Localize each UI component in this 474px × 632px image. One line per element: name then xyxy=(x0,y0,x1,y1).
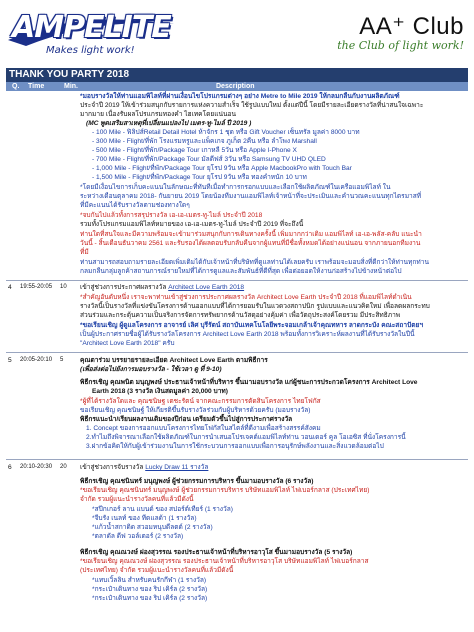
logo-wordmark: AMPELITE xyxy=(12,10,171,45)
col-q: Q. xyxy=(12,83,20,90)
row-text: ส่วนร่วมและกระตุ้นความเป็นจริงการจัดการทรัพยากรด้านวัสดุอย่างคุ้มค่า เพื่อวัตถุประสงค์โดยรวม มีประสิทธิภาพ xyxy=(80,312,401,319)
row-divider xyxy=(6,459,468,460)
row-text: พิธีกรแนะนำ/เรียนผลงานเดิมของปีก่อน เตรียมตัวขึ้นไปสู่การประกาศรางวัล xyxy=(80,416,293,423)
prize-item: *แก้วน้ำสกาดิด สวอมหนุบดีลตต์ (2 รางวัล) xyxy=(92,524,213,531)
row-text: (ประเทศไทย) จำกัด รวมผู้แนะนำรางวัลคนที่แล้วมีดังนี้ xyxy=(80,567,234,574)
prize-tier: - 700 Mile - Flight/ที่พัก/Package Tour มัลดีฟส์ 3วัน หรือ Samsung TV UHD QLED xyxy=(92,156,326,163)
row-text: (MC พูดเสริมสาเหตุที่เปลี่ยนแปลงไป เมตร-ทู-ไมล์ ปี 2019 ) xyxy=(86,120,252,127)
row-heading: คุณตาร่วม บรรยายรายละเอียด Architect Love Earth ตามพิธีการ xyxy=(80,357,268,364)
row-divider xyxy=(6,352,468,353)
row-text: พิธีกรเชิญ คุณพนิต มนุญพงษ์ ประธานเจ้าหน้าที่บริหาร ขึ้นมามอบรางวัล แก่ผู้ชนะการประกวดโครงการ Architect Love xyxy=(80,379,418,386)
row-text: รางวัลนี้เป็นรางวัลที่แข่งขันโครงการด้านออกแบบที่ได้การยอมรับในแวดวงสถาปนิก รูปแบบและแนวคิดใหม่ เพื่อลดผลกระทบ xyxy=(80,303,430,310)
row-text: 1. Concept ของการออกแบบโครงการไทยโฟกัสในสไตล์ที่ดีงามเพื่อสร้างสรรค์สังคม xyxy=(86,425,321,432)
row-time: 19:55-20:05 xyxy=(20,284,53,290)
row-text: ที่มี xyxy=(80,249,89,256)
row-heading xyxy=(80,283,244,292)
row-heading xyxy=(80,463,208,472)
row-divider xyxy=(6,280,468,281)
prize-item: *สปีกเกอร์ ลาน แบนด์ ของ สปอร์ต์เทียร์ (1 รางวัล) xyxy=(92,506,233,513)
row-text: 3.ฝากข้อคิดให้กับผู้เข้าร่วมงานในการใช้กระบวนการออกแบบเพื่อการอนุรักษ์พลังงานและสิ่งแวดล้อมต่อไป xyxy=(86,443,384,450)
col-min: Min. xyxy=(64,83,78,90)
club-subtitle: the Club of light work! xyxy=(337,39,464,52)
row-subheading: (เพื่อส่งต่อไปยังการมอบรางวัล - ใช้เวลา ดู ที่ 9-10) xyxy=(80,366,222,373)
row-text: 2.ทำไมถึงพิจารณาเลือกใช้ผลิตภัณฑ์ในการนำเสนอโปรเจคต์แอมพิไลท์ท่าน วอนเดอร์ คูล โอเอซิส ที่นั่งโครงการนี้ xyxy=(86,434,406,441)
row-text: เป็นผู้ประกาศรายชื่อผู้ได้รับรางวัลโครงการ Architect Love Earth 2018 พร้อมทั้งการวิเคราะห์ผลงานที่ได้รับรางวัลในปีนี้ xyxy=(80,331,415,338)
row-text: รวมทั้งโปรแกรมแอมพิไลท์หมายของ เอ-เอ-เมตร-ทู-ไมล์ ประจำปี 2019 ที่จะถึงนี้ xyxy=(80,221,304,228)
row-text: *ขอเรียนเชิญ ผู้ดูแลโครงการ อาจารย์ เลิศ บุรีรัตน์ สถาบันเทคโนโลยีพระจอมเกล้าเจ้าคุณทหาร ลาดกระบัง คณะสถาปัตยฯ xyxy=(80,322,424,329)
col-time: Time xyxy=(28,83,45,90)
row-text: วันนี้ - สิ้นเดือนธันวาคม 2561 และรับรองได้ผลตอบรับกลับคืนจากผู้แทนที่มีชื่อทั้งหมดได้อย่างแน่นอน จากภายนอกทีมงาน xyxy=(80,240,421,247)
prize-item: *กระเป๋าเดินทาง ของ ริป เคิร์ล (2 รางวัล) xyxy=(92,595,208,602)
row-text: *โดยมีเงื่อนไขการเก็บคะแนนในลักษณะที่ทันทีเมื่อทำการกรอกแบบและเลือกใช้ผลิตภัณฑ์ในเครือแอมพิไลท์ ใน xyxy=(80,184,391,191)
row-text: ขอเรียนเชิญ คุณชนิษฐ์ ให้เกียรติขึ้นรับรางวัลร่วมกับผู้บริหารด้วยครับ (มอบรางวัล) xyxy=(80,407,311,414)
row-text: *ขอเรียนเชิญ คุณชนินทร์ มนุญพงษ์ ผู้ช่วยกรรมการบริหาร บริษัทแอมพิไลท์ ไฟเบอร์กลาส (ประเทศไทย) xyxy=(80,487,370,494)
row-number: 5 xyxy=(8,357,12,364)
row-minutes: 10 xyxy=(60,284,67,290)
ampelite-logo xyxy=(12,10,170,60)
column-header-row xyxy=(6,82,468,91)
row-number: 4 xyxy=(8,284,12,291)
col-description: Description xyxy=(216,83,255,90)
prize-tier: - 500 Mile - Flight/ที่พัก/Package Tour เกาหลี 5วัน หรือ Apple I-Phone X xyxy=(92,147,297,154)
row-minutes: 5 xyxy=(60,357,64,363)
prize-item: *แทบเวิ้ลลิน สำหรับคนรักกีฬา (1 รางวัล) xyxy=(92,577,207,584)
row-text: ประจำปี 2019 ให้เข้าร่วมสนุกกับรายการแห่งความสำเร็จ ใช้รูปแบบใหม่ ตั้งแต่ปีนี้ โดยมีรายละเอียดรางวัลที่น่าสนใจเฉพาะ xyxy=(80,102,424,109)
row-heading-text: เข้าสู่ช่วงการจับรางวัล xyxy=(80,464,146,471)
row-text: ท่านสามารถสอบถามรายละเอียดเพิ่มเติมได้กับเจ้าหน้าที่บริษัทที่ดูแลท่านได้เลยครับ เราพร้อมจะมอบสิ่งที่ดีกว่าให้ท่านทุกท่าน xyxy=(80,259,429,266)
row-heading-text: เข้าสู่ช่วงการประกาศผลรางวัล xyxy=(80,284,169,291)
prize-tier: - 300 Mile - Flight/ที่พัก โรงแรมหรูและแพ็คเกจ ภูเก็ต 2คืน หรือ ลำโพง Marshall xyxy=(92,138,317,145)
agenda-title: THANK YOU PARTY 2018 xyxy=(6,68,468,82)
prize-tier: - 100 Mile - ฟิลิปส์Retail Detail Hotel ห้าจักร 1 ชุด หรือ Gift Voucher เซ็นทรัล มูลค่า 8000 บาท xyxy=(92,129,360,136)
row-text: ท่านใดที่สนใจและมีความพร้อมจะเข้ามาร่วมสนุกกับการเดินทางครั้งนี้ เพิ่มมากกว่าเดิม แอมพิไลท์ เอ-เอ-พลัส-คลับ แนะนำ xyxy=(80,231,422,238)
aa-club-logo xyxy=(304,12,464,52)
document-header xyxy=(0,0,474,68)
row-text: กลมกลืนกลุ่มลูกค้าสถานการณ์รายใหม่ที่ได้การดูแลและสัมพันธ์ที่ดีที่สุด เพื่อต่อยอดให้งานก่อสร้างไปข้างหน้าต่อไป xyxy=(80,268,402,275)
row-text: *สำคัญอันดับหนึ่ง เราจะพาท่านเข้าสู่ช่วงการประกาศผลรางวัล Architect Love Earth ประจำปี 2018 ที่แอมพิไลท์ดำเนิน xyxy=(80,294,412,301)
row-time: 20:10-20:30 xyxy=(20,464,53,470)
prize-item: *ตลาดัล ดีฟ วอล์เตอร์ (2 รางวัล) xyxy=(92,533,184,540)
row-time: 20:05-20:10 xyxy=(20,357,53,363)
row-text: มากมาย เนื่องรับผลโปรแกรมทองคำ ไฮเทคโดยแน่นอน xyxy=(80,111,236,118)
club-title: AA⁺ Club xyxy=(359,13,464,40)
prize-item: *กระเป๋าเดินทาง ของ ริป เคิร์ล (2 รางวัล) xyxy=(92,586,208,593)
prize-tier: - 1,500 Mile - Flight/ที่พัก/Package Tour ยุโรป 9วัน หรือ ทองคำหนัก 10 บาท xyxy=(92,174,307,181)
row-text: *มอบรางวัลให้ท่านแอมพิไลท์ที่ผ่านเงื่อนไขโปรแกรมต่างๆ อย่าง Metre to Mile 2019 ให้กลมกลืนกับงานผลิตภัณฑ์ xyxy=(80,93,400,100)
row-text: พิธีกรเชิญ คุณณวงษ์ ผ่องสุวรรณ รองประธานเจ้าหน้าที่บริหารอาวุโส ขึ้นมามอบรางวัล (5 รางวัล) xyxy=(80,549,353,556)
row-text: จำกัด รวมผู้แนะนำรางวัลคนที่แล้วมีดังนี้ xyxy=(80,496,194,503)
prize-item: *จีบรัง เนลท์ ของ ทีดแลด้า (1 รางวัล) xyxy=(92,515,197,522)
row-minutes: 20 xyxy=(60,464,67,470)
prize-tier: - 1,000 Mile - Flight/ที่พัก/Package Tour ยุโรป 9วัน หรือ Apple MacbookPro with Touch Bar xyxy=(92,165,352,172)
row-text: Earth 2018 (3 รางวัล เงินสดมูลค่า 20,000 บาท) xyxy=(92,388,228,395)
row-text: ที่มีคะแนนได้รับรางวัลตามช่องทางใดๆ xyxy=(80,202,190,209)
row-text: ระหว่างเดือนตุลาคม 2018- กันยายน 2019 โดยน้องทีมงานแอมพิไลท์เจ้าหน้าที่จะประเมินและคำนวณคะแนนทุกไตรมาสที่ xyxy=(80,193,422,200)
row-text: พิธีกรเชิญ คุณชนินทร์ มนุญพงษ์ ผู้ช่วยกรรมการบริหาร ขึ้นมามอบรางวัล (6 รางวัล) xyxy=(80,478,314,485)
row-text: "Architect Love Earth 2018" ครับ xyxy=(80,340,175,347)
row-text: *จบกันไปแล้วทั้งการสรุปรางวัล เอ-เอ-เมตร-ทู-ไมล์ ประจำปี 2018 xyxy=(80,212,263,219)
logo-tagline: Makes light work! xyxy=(46,45,135,56)
lucky-draw-link[interactable]: Lucky Draw 11 รางวัล xyxy=(145,464,209,471)
row-number: 6 xyxy=(8,464,12,471)
architect-love-earth-link[interactable]: Architect Love Earth 2018 xyxy=(168,284,245,291)
row-text: *ผู้ที่ได้รางวัลใดและ คุณชนิษฐ เตชะรัตน์ จากคณะกรรมการตัดสินโครงการ ไทยโฟกัส xyxy=(80,398,321,405)
row-text: *ขอเรียนเชิญ คุณณวงษ์ ผ่องสุวรรณ รองประธานเจ้าหน้าที่บริหารอาวุโส บริษัทแอมพิไลท์ ไฟเบอร์กลาส xyxy=(80,558,369,565)
